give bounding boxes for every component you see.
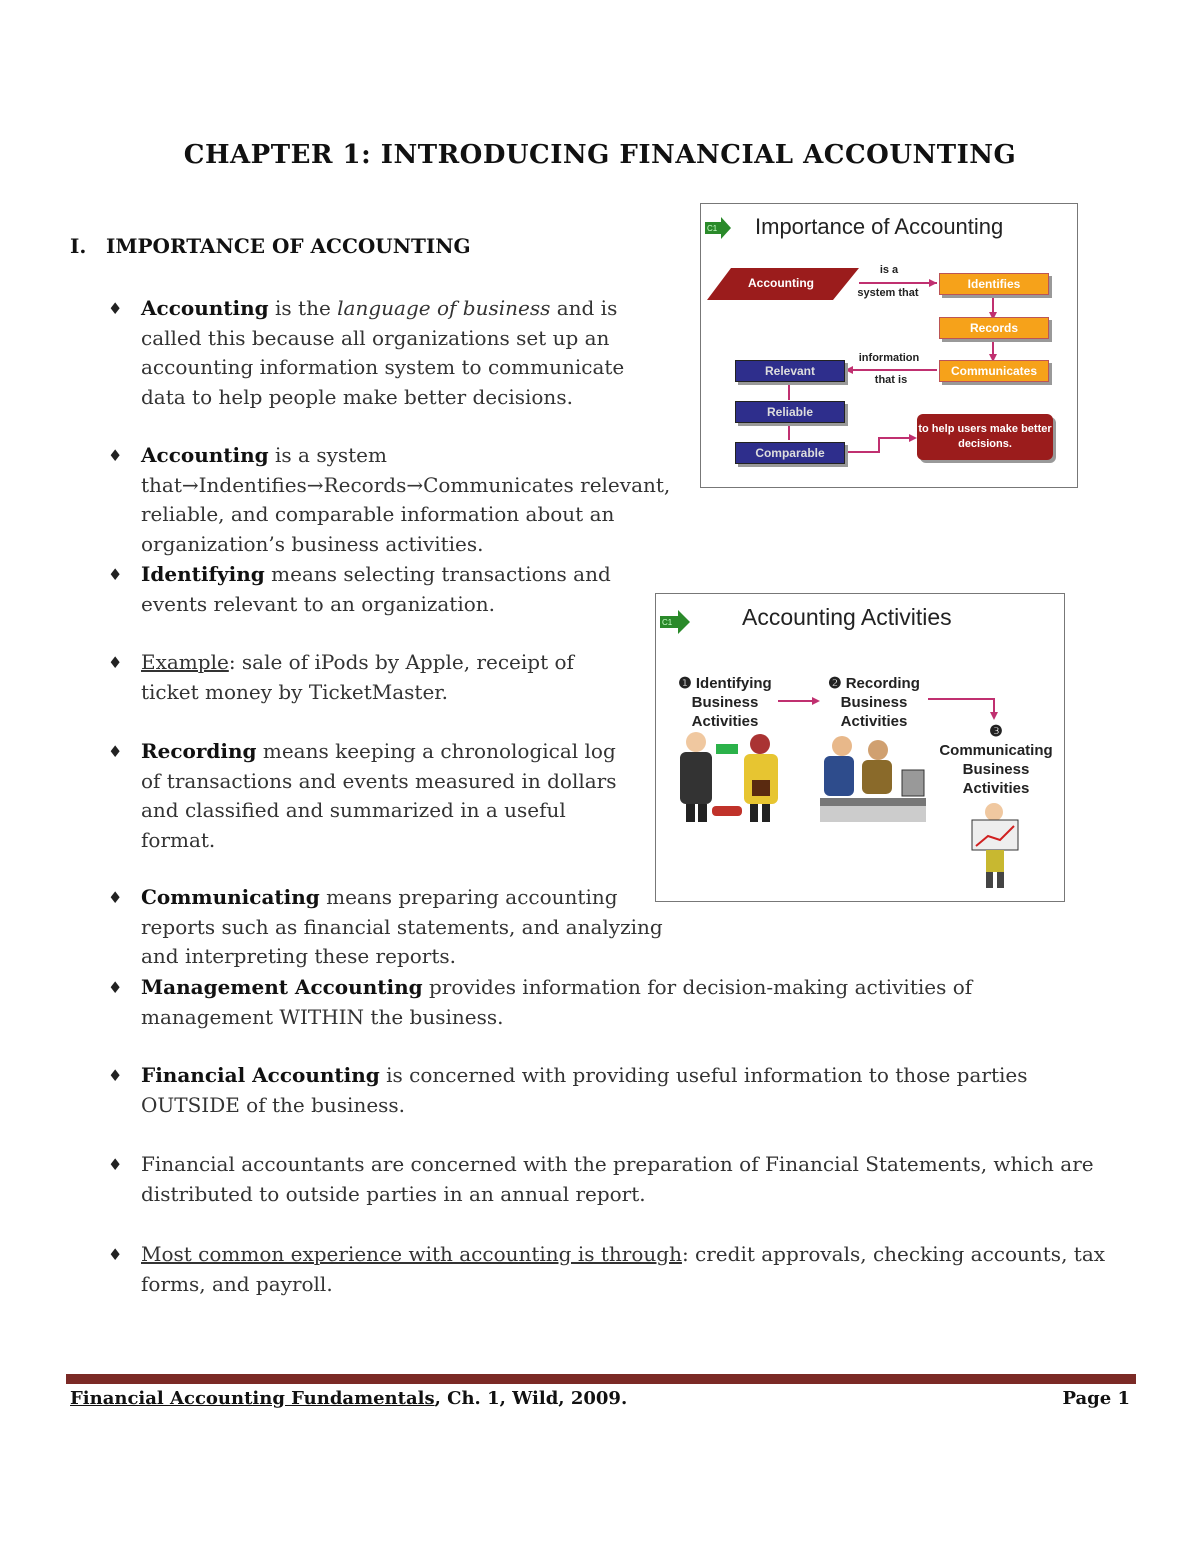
text: means preparing accounting reports such as financial statements, and analyzing and interpreting these reports. (141, 885, 663, 968)
records-box: Records (939, 317, 1049, 339)
identifying-activity (670, 674, 780, 731)
bullet-item (108, 648, 628, 707)
diamond-bullet-icon: ♦ (108, 653, 123, 672)
accounting-activities-slide (655, 593, 1065, 902)
section-heading (70, 234, 471, 258)
recording-activity (820, 674, 928, 731)
diamond-bullet-icon: ♦ (108, 978, 123, 997)
presenter-illustration (972, 803, 1018, 888)
activity-line: Activities (840, 713, 908, 730)
term: Recording (141, 739, 257, 763)
diamond-bullet-icon: ♦ (108, 565, 123, 584)
underlined-term: Example (141, 650, 229, 674)
activity-line: Business (840, 694, 908, 711)
term: Accounting (141, 296, 269, 320)
footer-source (70, 1388, 627, 1409)
text: means selecting transactions and events relevant to an organization. (141, 562, 611, 616)
help-users-box: to help users make better decisions. (917, 414, 1053, 460)
diamond-bullet-icon: ♦ (108, 446, 123, 465)
communicates-box: Communicates (939, 360, 1049, 382)
term: Financial Accounting (141, 1063, 380, 1087)
bullet-item (108, 973, 1028, 1032)
emphasis: language of business (337, 296, 551, 320)
is-a-label: is a (879, 264, 899, 276)
term: Identifying (141, 562, 265, 586)
diamond-bullet-icon: ♦ (108, 742, 123, 761)
identifies-box: Identifies (939, 273, 1049, 295)
slide-badge: C1 (662, 618, 673, 627)
term: Accounting (141, 443, 269, 467)
footer-divider (66, 1374, 1136, 1384)
text: : credit approvals, checking accounts, tax forms, and payroll. (141, 1242, 1106, 1296)
diamond-bullet-icon: ♦ (108, 299, 123, 318)
text: provides information for decision-making activities of management WITHIN the business. (141, 975, 973, 1029)
diamond-bullet-icon: ♦ (108, 1245, 123, 1264)
handshake-illustration (680, 732, 778, 822)
activity-line: Communicating (939, 742, 1053, 759)
that-is-label: that is (874, 374, 908, 386)
slide-title: Importance of Accounting (755, 214, 1004, 239)
text: is the (268, 296, 338, 320)
information-label: information (858, 352, 920, 364)
section-number: I. (70, 234, 87, 258)
bullet-item (108, 560, 638, 619)
underlined-term: Most common experience with accounting is through (141, 1242, 682, 1266)
bullet-item (108, 737, 638, 855)
slide-title: Accounting Activities (742, 604, 952, 630)
activity-line: Business (962, 761, 1030, 778)
activity-line: Activities (962, 780, 1030, 797)
diamond-bullet-icon: ♦ (108, 888, 123, 907)
page-title: CHAPTER 1: INTRODUCING FINANCIAL ACCOUNTING (183, 140, 1017, 170)
text: Financial accountants are concerned with the preparation of Financial Statements, which are distributed to outside parties in an annual report. (141, 1152, 1094, 1206)
reliable-box: Reliable (735, 401, 845, 423)
source-title: Financial Accounting Fundamentals (70, 1388, 435, 1409)
activity-line: ❶ Identifying (678, 675, 772, 692)
importance-of-accounting-slide (700, 203, 1078, 488)
relevant-box: Relevant (735, 360, 845, 382)
comparable-box: Comparable (735, 442, 845, 464)
activity-line: Business (691, 694, 759, 711)
diamond-bullet-icon: ♦ (108, 1155, 123, 1174)
bullet-item (108, 294, 658, 412)
bullet-item (108, 1240, 1153, 1299)
communicating-activity (930, 722, 1062, 798)
activity-line: ❷ Recording (828, 675, 920, 692)
term: Management Accounting (141, 975, 423, 999)
text: means keeping a chronological log of transactions and events measured in dollars and classified and summarized in a useful format. (141, 739, 617, 852)
diamond-bullet-icon: ♦ (108, 1066, 123, 1085)
bullet-item (108, 1061, 1098, 1120)
bullet-item (108, 1150, 1153, 1209)
desk-workers-illustration (820, 736, 926, 822)
section-title: IMPORTANCE OF ACCOUNTING (106, 234, 471, 258)
system-that-label: system that (857, 287, 919, 299)
text: : sale of iPods by Apple, receipt of ticket money by TicketMaster. (141, 650, 574, 704)
activity-line: Activities (691, 713, 759, 730)
text: is a system that→Indentifies→Records→Communicates relevant, reliable, and comparable information about an organization’s business activities. (141, 443, 671, 556)
accounting-label: Accounting (748, 276, 814, 290)
term: Communicating (141, 885, 320, 909)
text: and is called this because all organizations set up an accounting information system to communicate data to help people make better decisions. (141, 296, 625, 409)
source-rest: , Ch. 1, Wild, 2009. (434, 1388, 628, 1409)
slide-badge: C1 (707, 224, 718, 233)
text: is concerned with providing useful information to those parties OUTSIDE of the business. (141, 1063, 1028, 1117)
activity-number: ❸ (989, 723, 1003, 740)
page-number: Page 1 (1062, 1388, 1130, 1409)
